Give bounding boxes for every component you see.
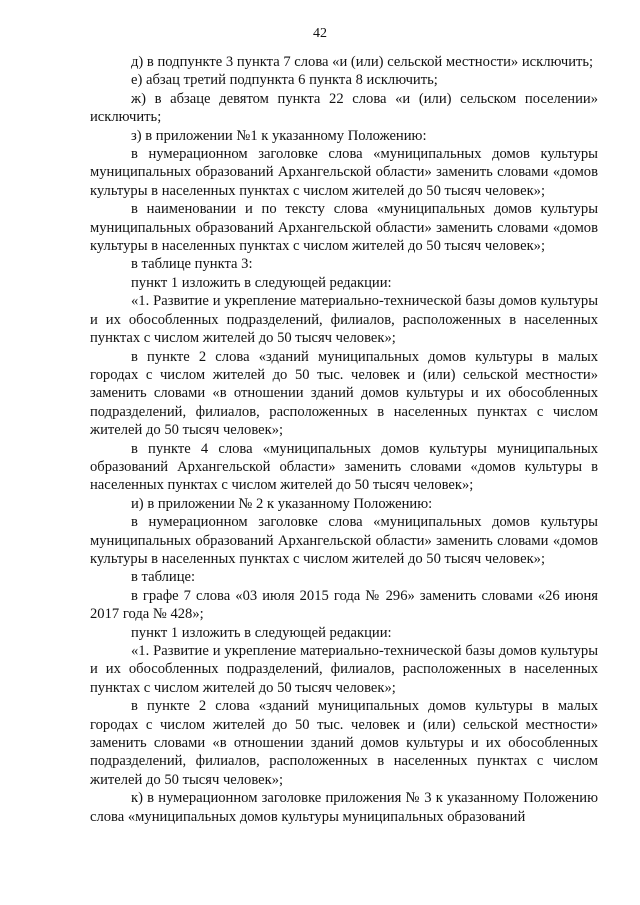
paragraph: в пункте 2 слова «зданий муниципальных домов культуры в малых городах с числом жителей до 50 тыс. человек и (или) сельской местности» заменить словами «в отношении зданий домов культуры и их обособленных подразделений, филиалов, расположенных в населенных пунктах с числом жителей до 50 тысяч человек»;	[90, 698, 598, 788]
paragraph: в нумерационном заголовке слова «муниципальных домов культуры муниципальных образований Архангельской области» заменить словами «домов культуры в населенных пунктах с числом жителей до 50 тысяч человек»;	[90, 146, 598, 199]
paragraph: в наименовании и по тексту слова «муниципальных домов культуры муниципальных образований Архангельской области» заменить словами «домов культуры в населенных пунктах с числом жителей до 50 тысяч человек»;	[90, 201, 598, 255]
paragraph: к) в нумерационном заголовке приложения № 3 к указанному Положению слова «муниципальных домов культуры муниципальных образований	[90, 790, 598, 825]
paragraph: в нумерационном заголовке слова «муниципальных домов культуры муниципальных образований Архангельской области» заменить словами «домов культуры в населенных пунктах с числом жителей до 50 тысяч человек»;	[90, 514, 598, 567]
paragraph: в таблице пункта 3:	[131, 256, 253, 273]
paragraph: е) абзац третий подпункта 6 пункта 8 исключить;	[131, 72, 438, 89]
paragraph: пункт 1 изложить в следующей редакции:	[131, 624, 392, 641]
paragraph: в таблице:	[131, 569, 196, 586]
paragraph: и) в приложении № 2 к указанному Положению:	[131, 495, 433, 512]
paragraph: «1. Развитие и укрепление материально-технической базы домов культуры и их обособленных подразделений, филиалов, расположенных в населенных пунктах с числом жителей до 50 тысяч человек»;	[90, 643, 598, 696]
paragraph: д) в подпункте 3 пункта 7 слова «и (или) сельской местности» исключить;	[131, 54, 594, 70]
paragraph: ж) в абзаце девятом пункта 22 слова «и (или) сельском поселении» исключить;	[90, 90, 598, 126]
paragraph: в пункте 4 слова «муниципальных домов культуры муниципальных образований Архангельской области» заменить словами «домов культуры в населенных пунктах с числом жителей до 50 тысяч человек»;	[90, 440, 598, 494]
paragraph: з) в приложении №1 к указанному Положению:	[131, 127, 427, 144]
paragraph: пункт 1 изложить в следующей редакции:	[131, 274, 392, 291]
page-number: 42	[313, 26, 327, 41]
paragraph: в пункте 2 слова «зданий муниципальных домов культуры в малых городах с числом жителей до 50 тыс. человек и (или) сельской местности» заменить словами «в отношении зданий домов культуры и их обособленных подразделений, филиалов, расположенных в населенных пунктах с числом жителей до 50 тысяч человек»;	[90, 348, 598, 439]
paragraph: «1. Развитие и укрепление материально-технической базы домов культуры и их обособленных подразделений, филиалов, расположенных в населенных пунктах с числом жителей до 50 тысяч человек»;	[90, 293, 598, 347]
paragraph: в графе 7 слова «03 июля 2015 года № 296» заменить словами «26 июня 2017 года № 428»;	[90, 587, 598, 623]
body-text	[90, 53, 598, 826]
